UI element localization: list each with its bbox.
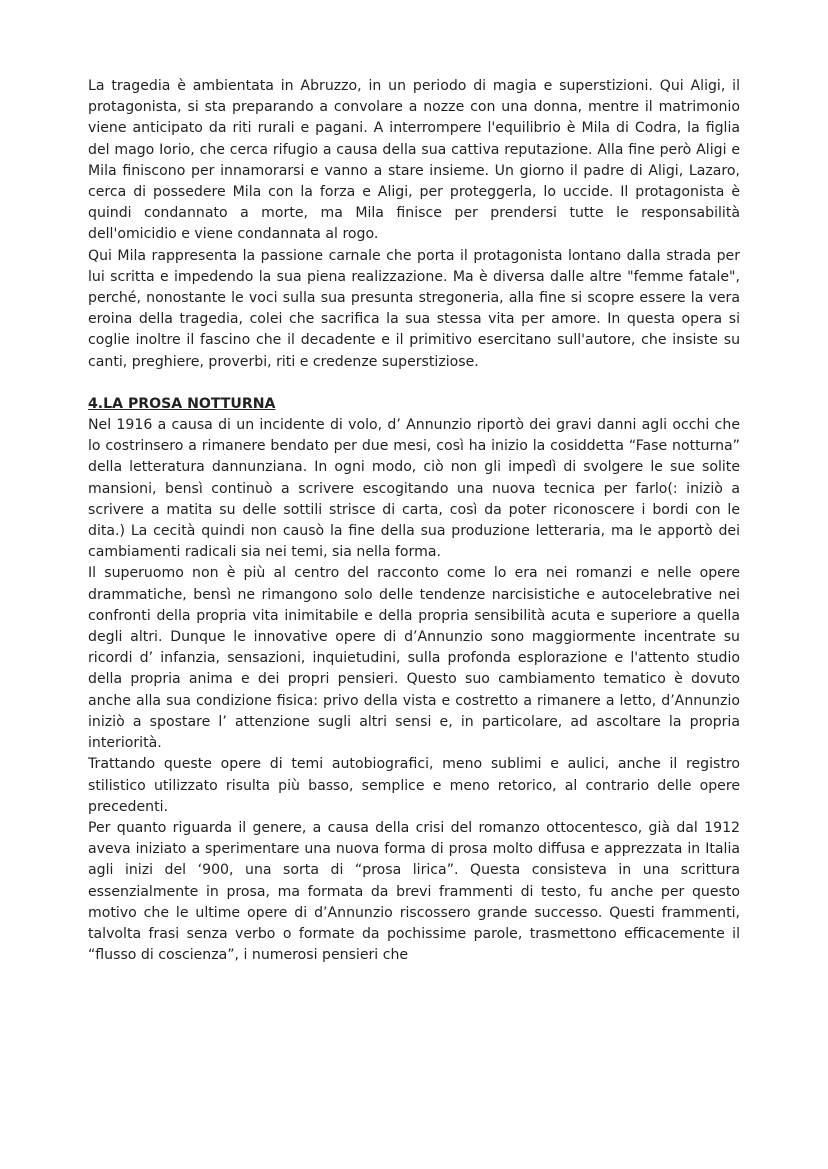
section-paragraph-3: Trattando queste opere di temi autobiografici, meno sublimi e aulici, anche il registro stilistico utilizzato risulta più basso, semplice e meno retorico, al contrario delle opere precedenti. xyxy=(88,756,740,815)
intro-paragraph-1: La tragedia è ambientata in Abruzzo, in un periodo di magia e superstizioni. Qui Aligi, il protagonista, si sta preparando a convolare a nozze con una donna, mentre il matrimonio viene anticipato da riti rurali e pagani. A interrompere l'equilibrio è Mila di Codra, la figlia del mago Iorio, che cerca rifugio a causa della sua cattiva reputazione. Alla fine però Aligi e Mila finiscono per innamorarsi e vanno a stare insieme. Un giorno il padre di Aligi, Lazaro, cerca di possedere Mila con la forza e Aligi, per proteggerla, lo uccide. Il protagonista è quindi condannato a morte, ma Mila finisce per prendersi tutte le responsabilità dell'omicidio e viene condannata al rogo. xyxy=(88,78,740,243)
document-page xyxy=(88,76,740,966)
section-heading: 4.LA PROSA NOTTURNA xyxy=(88,395,276,412)
section-paragraph-2: Il superuomo non è più al centro del racconto come lo era nei romanzi e nelle opere drammatiche, bensì ne rimangono solo delle tendenze narcisistiche e autocelebrative nei confronti della propria vita inimitabile e della propria sensibilità acuta e superiore a quella degli altri. Dunque le innovative opere di d’Annunzio sono maggiormente incentrate su ricordi d’ infanzia, sensazioni, inquietudini, sulla profonda esplorazione e l'attento studio della propria anima e dei propri pensieri. Questo suo cambiamento tematico è dovuto anche alla sua condizione fisica: privo della vista e costretto a rimanere a letto, d’Annunzio iniziò a spostare l’ attenzione sugli altri sensi e, in particolare, ad ascoltare la propria interiorità. xyxy=(88,565,740,752)
section-paragraph-4: Per quanto riguarda il genere, a causa della crisi del romanzo ottocentesco, già dal 1912 aveva iniziato a sperimentare una nuova forma di prosa molto diffusa e apprezzata in Italia agli inizi del ‘900, una sorta di “prosa lirica”. Questa consisteva in una scrittura essenzialmente in prosa, ma formata da brevi frammenti di testo, fu anche per questo motivo che le ultime opere di d’Annunzio riscossero grande successo. Questi frammenti, talvolta frasi senza verbo o formate da pochissime parole, trasmettono efficacemente il “flusso di coscienza”, i numerosi pensieri che xyxy=(88,819,740,964)
section-paragraph-1: Nel 1916 a causa di un incidente di volo, d’ Annunzio riportò dei gravi danni agli occhi che lo costrinsero a rimanere bendato per due mesi, così ha inizio la cosiddetta “Fase notturna” della letteratura dannunziana. In ogni modo, ciò non gli impedì di svolgere le sue solite mansioni, bensì continuò a scrivere escogitando una nuova tecnica per farlo(: iniziò a scrivere a matita su delle sottili strisce di carta, così da poter riconoscere i bordi con le dita.) La cecità quindi non causò la fine della sua produzione letteraria, ma le apportò dei cambiamenti radicali sia nei temi, sia nella forma. xyxy=(88,417,740,561)
intro-paragraph-2: Qui Mila rappresenta la passione carnale che porta il protagonista lontano dalla strada per lui scritta e impedendo la sua piena realizzazione. Ma è diversa dalle altre "femme fatale", perché, nonostante le voci sulla sua presunta stregoneria, alla fine si scopre essere la vera eroina della tragedia, colei che sacrifica la sua stessa vita per amore. In questa opera si coglie inoltre il fascino che il decadente e il primitivo esercitano sull'autore, che insiste su canti, preghiere, proverbi, riti e credenze superstiziose. xyxy=(88,247,740,370)
